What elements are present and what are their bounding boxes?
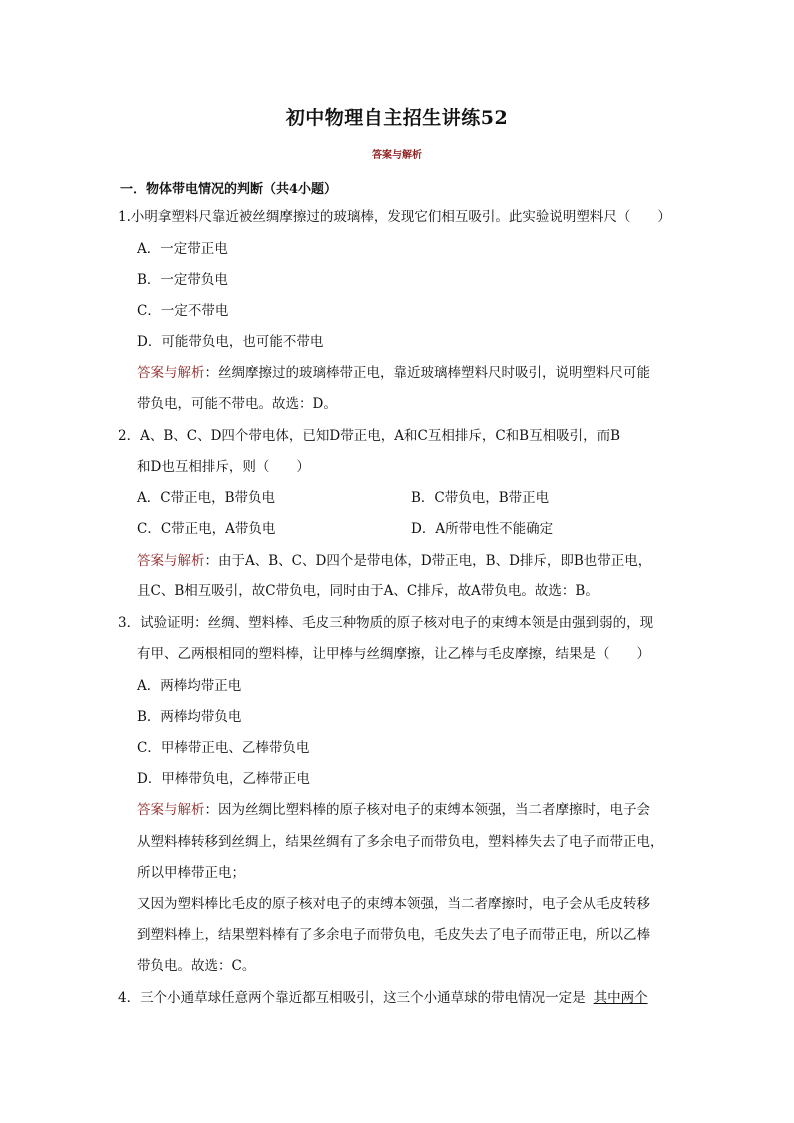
question-2-option-d: D．A所带电性不能确定 bbox=[411, 521, 554, 537]
question-2-answer-line-1 bbox=[137, 552, 651, 570]
question-2-answer-line-2: 且C、B相互吸引，故C带负电，同时由于A、C排斥，故A带负电。故选：B。 bbox=[137, 583, 599, 599]
question-3-answer-line-2: 从塑料棒转移到丝绸上，结果丝绸有了多余电子而带负电，塑料棒失去了电子而带正电， bbox=[137, 834, 664, 850]
answer-label: 答案与解析 bbox=[137, 553, 205, 569]
question-1-answer-line-2: 带负电，可能不带电。故选：D。 bbox=[137, 396, 337, 412]
question-3-answer-line-5: 到塑料棒上，结果塑料棒有了多余电子而带负电，毛皮失去了电子而带正电，所以乙棒 bbox=[137, 927, 650, 943]
answer-text: ：因为丝绸比塑料棒的原子核对电子的束缚本领强，当二者摩擦时，电子会 bbox=[204, 802, 650, 818]
question-3-stem-line-2: 有甲、乙两根相同的塑料棒，让甲棒与丝绸摩擦，让乙棒与毛皮摩擦，结果是（ ） bbox=[137, 646, 650, 662]
question-3-stem-line-1: 3．试验证明：丝绸、塑料棒、毛皮三种物质的原子核对电子的束缚本领是由强到弱的，现 bbox=[118, 615, 654, 631]
question-3-option-a: A．两棒均带正电 bbox=[137, 678, 242, 694]
question-3-option-d: D．甲棒带负电，乙棒带正电 bbox=[137, 771, 310, 787]
question-1-stem: 1.小明拿塑料尺靠近被丝绸摩擦过的玻璃棒，发现它们相互吸引。此实验说明塑料尺（ ） bbox=[118, 209, 671, 225]
question-2-option-b: B．C带负电，B带正电 bbox=[411, 490, 550, 506]
answer-label: 答案与解析 bbox=[137, 802, 205, 818]
question-1-option-c: C．一定不带电 bbox=[137, 303, 229, 319]
question-4-underlined-answer: 其中两个 bbox=[593, 990, 648, 1006]
section-heading: 一．物体带电情况的判断（共4小题） bbox=[120, 182, 338, 197]
question-2-stem-line-1: 2．A、B、C、D四个带电体，已知D带正电，A和C互相排斥，C和B互相吸引，而B bbox=[118, 428, 620, 444]
question-2-stem-line-2: 和D也互相排斥，则（ ） bbox=[137, 459, 310, 475]
question-3-answer-line-3: 所以甲棒带正电； bbox=[137, 865, 245, 881]
question-1-option-b: B．一定带负电 bbox=[137, 272, 228, 288]
question-3-answer-line-4: 又因为塑料棒比毛皮的原子核对电子的束缚本领强，当二者摩擦时，电子会从毛皮转移 bbox=[137, 896, 650, 912]
question-1-answer-line-1 bbox=[137, 364, 650, 382]
question-3-answer-line-6: 带负电。故选：C。 bbox=[137, 958, 256, 974]
answer-label: 答案与解析 bbox=[137, 365, 205, 381]
page-subtitle: 答案与解析 bbox=[372, 150, 422, 161]
question-4-text: 4．三个小通草球任意两个靠近都互相吸引，这三个小通草球的带电情况一定是 bbox=[118, 990, 586, 1006]
question-1-option-d: D．可能带负电，也可能不带电 bbox=[137, 334, 324, 350]
question-2-option-c: C．C带正电，A带负电 bbox=[137, 521, 276, 537]
question-3-answer-line-1 bbox=[137, 801, 650, 819]
question-3-option-c: C．甲棒带正电、乙棒带负电 bbox=[137, 740, 310, 756]
question-3-option-b: B．两棒均带负电 bbox=[137, 709, 242, 725]
page-title: 初中物理自主招生讲练52 bbox=[285, 107, 509, 129]
answer-text: ：由于A、B、C、D四个是带电体，D带正电，B、D排斥，即B也带正电， bbox=[204, 553, 652, 569]
question-2-option-a: A．C带正电，B带负电 bbox=[137, 490, 275, 506]
question-4-stem bbox=[118, 989, 648, 1007]
answer-text: ：丝绸摩擦过的玻璃棒带正电，靠近玻璃棒塑料尺时吸引，说明塑料尺可能 bbox=[204, 365, 650, 381]
question-1-option-a: A．一定带正电 bbox=[137, 241, 228, 257]
